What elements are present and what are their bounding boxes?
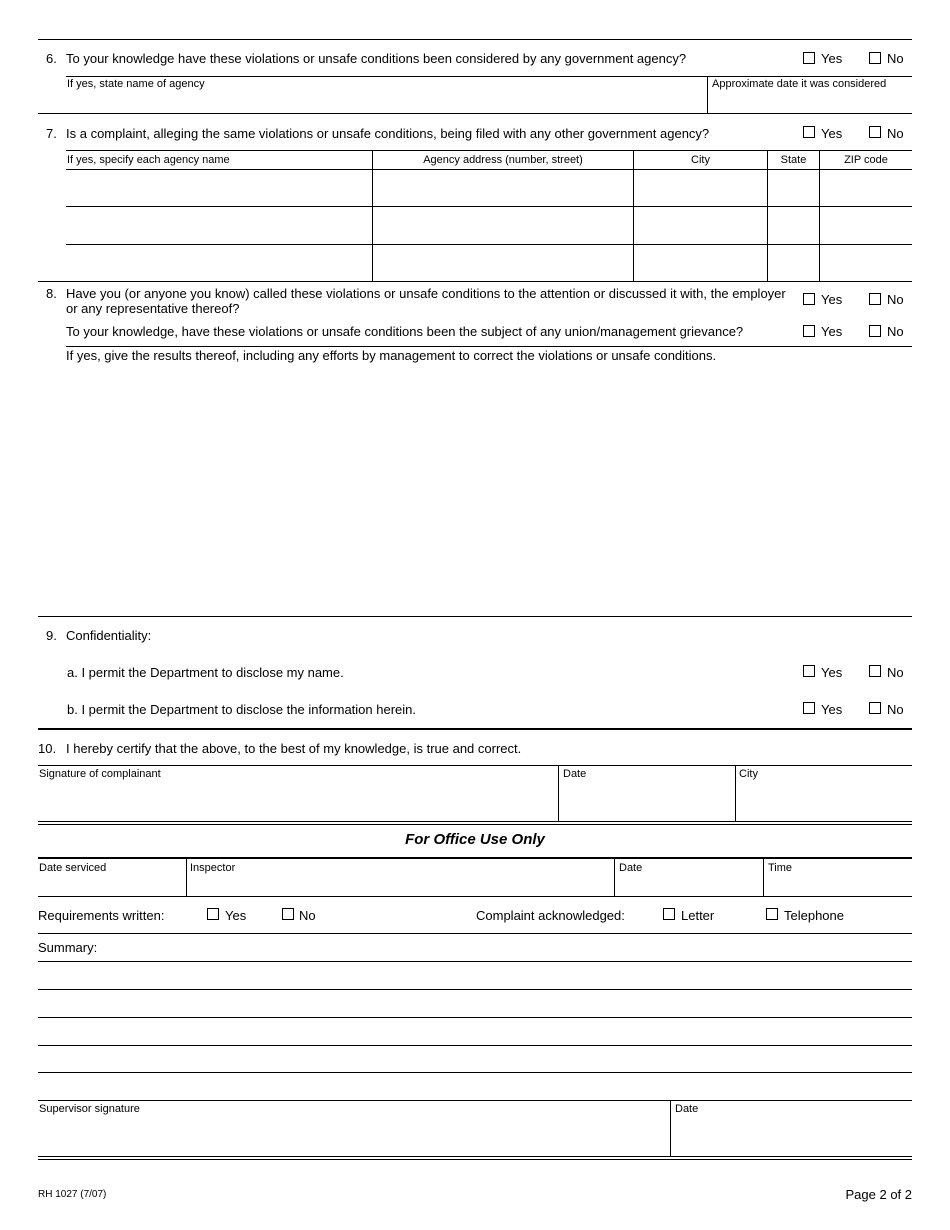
- q8-results-label: If yes, give the results thereof, including any efforts by management to correct the violations or unsafe conditions.: [66, 348, 717, 363]
- office-date-field[interactable]: [615, 859, 763, 896]
- q7-table-top-rule: [66, 150, 912, 151]
- office-time-label: Time: [768, 862, 793, 874]
- q9-bottom-rule: [38, 728, 912, 730]
- q9a-no-label: No: [887, 665, 904, 680]
- q10-statement: I hereby certify that the above, to the best of my knowledge, is true and correct.: [66, 741, 522, 756]
- signature-complainant-label: Signature of complainant: [39, 768, 161, 780]
- q7-no-checkbox[interactable]: [869, 126, 881, 138]
- q10-date-label: Date: [563, 768, 587, 780]
- q9-heading: Confidentiality:: [66, 628, 152, 643]
- ack-letter-checkbox[interactable]: [663, 908, 675, 920]
- q8-question-line2: or any representative thereof?: [66, 301, 240, 316]
- ack-telephone-checkbox[interactable]: [766, 908, 778, 920]
- q8-question-line1: Have you (or anyone you know) called these violations or unsafe conditions to the attention or discussed it with, the employer: [66, 286, 786, 301]
- q7-number: 7.: [46, 126, 57, 141]
- requirements-written-label: Requirements written:: [38, 908, 165, 923]
- q7-yes-label: Yes: [821, 126, 843, 141]
- supervisor-date-field[interactable]: [671, 1101, 912, 1156]
- q7-col-zip: ZIP code: [844, 154, 888, 166]
- summary-line: [38, 1045, 912, 1046]
- q8-no-label: No: [887, 292, 904, 307]
- q7-table-row[interactable]: [66, 170, 912, 206]
- q8-grievance-no-label: No: [887, 324, 904, 339]
- q10-city-label: City: [739, 768, 758, 780]
- q8-grievance-no-checkbox[interactable]: [869, 325, 881, 337]
- q6-yes-label: Yes: [821, 51, 843, 66]
- q7-col-agency-name: If yes, specify each agency name: [67, 154, 230, 166]
- office-row-rule: [38, 896, 912, 897]
- office-use-title: For Office Use Only: [405, 831, 545, 848]
- q6-yes-checkbox[interactable]: [803, 52, 815, 64]
- q9b-no-label: No: [887, 702, 904, 717]
- q10-date-field[interactable]: [559, 766, 735, 821]
- double-rule-bottom: [38, 824, 912, 825]
- requirements-no-label: No: [299, 908, 316, 923]
- signature-complainant-field[interactable]: [38, 766, 558, 821]
- q8-grievance-yes-label: Yes: [821, 324, 843, 339]
- q9b-yes-label: Yes: [821, 702, 843, 717]
- q10-number: 10.: [38, 741, 57, 756]
- q9a-no-checkbox[interactable]: [869, 665, 881, 677]
- top-rule: [38, 39, 912, 40]
- office-time-field[interactable]: [764, 859, 912, 896]
- double-rule-top: [38, 1156, 912, 1157]
- requirements-yes-label: Yes: [225, 908, 247, 923]
- q7-col-address: Agency address (number, street): [423, 154, 583, 166]
- q7-table-row[interactable]: [66, 207, 912, 244]
- inspector-field[interactable]: [187, 859, 614, 896]
- q9a-statement: a. I permit the Department to disclose my name.: [67, 665, 344, 680]
- summary-line: [38, 1017, 912, 1018]
- ack-letter-label: Letter: [681, 908, 715, 923]
- q7-no-label: No: [887, 126, 904, 141]
- complaint-acknowledged-label: Complaint acknowledged:: [476, 908, 625, 923]
- summary-line: [38, 1072, 912, 1073]
- q9-number: 9.: [46, 628, 57, 643]
- q9a-yes-label: Yes: [821, 665, 843, 680]
- q7-question: Is a complaint, alleging the same violations or unsafe conditions, being filed with any other government agency?: [66, 126, 710, 141]
- office-date-label: Date: [619, 862, 643, 874]
- q8-grievance-yes-checkbox[interactable]: [803, 325, 815, 337]
- double-rule-top: [38, 821, 912, 822]
- requirements-no-checkbox[interactable]: [282, 908, 294, 920]
- q7-col-city: City: [691, 154, 710, 166]
- q6-bottom-rule: [38, 113, 912, 114]
- q6-agency-name-label: If yes, state name of agency: [67, 78, 205, 90]
- q6-date-label: Approximate date it was considered: [712, 78, 887, 90]
- summary-line: [38, 961, 912, 962]
- q8-no-checkbox[interactable]: [869, 293, 881, 305]
- q8-bottom-rule: [38, 616, 912, 617]
- q7-col-state: State: [780, 154, 807, 166]
- q7-yes-checkbox[interactable]: [803, 126, 815, 138]
- form-id: RH 1027 (7/07): [38, 1189, 107, 1200]
- q6-number: 6.: [46, 51, 57, 66]
- q9b-yes-checkbox[interactable]: [803, 702, 815, 714]
- q10-city-field[interactable]: [736, 766, 912, 821]
- supervisor-signature-label: Supervisor signature: [39, 1103, 140, 1115]
- q6-no-checkbox[interactable]: [869, 52, 881, 64]
- q7-bottom-rule: [38, 281, 912, 282]
- date-serviced-field[interactable]: [38, 859, 186, 896]
- q9a-yes-checkbox[interactable]: [803, 665, 815, 677]
- supervisor-date-label: Date: [675, 1103, 699, 1115]
- q8-results-rule: [66, 346, 912, 347]
- q8-yes-label: Yes: [821, 292, 843, 307]
- inspector-label: Inspector: [190, 862, 236, 874]
- q6-question: To your knowledge have these violations or unsafe conditions been considered by any government agency?: [66, 51, 687, 66]
- supervisor-signature-field[interactable]: [38, 1101, 670, 1156]
- q9b-statement: b. I permit the Department to disclose the information herein.: [67, 702, 417, 717]
- q6-no-label: No: [887, 51, 904, 66]
- summary-label: Summary:: [38, 940, 98, 955]
- q6-agency-name-field[interactable]: [66, 77, 707, 112]
- q8-grievance-question: To your knowledge, have these violations or unsafe conditions been the subject of any union/management grievance?: [66, 324, 744, 339]
- double-rule-bottom: [38, 1159, 912, 1160]
- date-serviced-label: Date serviced: [39, 862, 107, 874]
- requirements-yes-checkbox[interactable]: [207, 908, 219, 920]
- page-number: Page 2 of 2: [845, 1187, 912, 1202]
- q9b-no-checkbox[interactable]: [869, 702, 881, 714]
- q8-number: 8.: [46, 286, 57, 301]
- summary-line: [38, 989, 912, 990]
- q6-date-field[interactable]: [708, 77, 912, 112]
- q8-results-field[interactable]: [66, 364, 912, 614]
- q7-table-row[interactable]: [66, 245, 912, 281]
- ack-telephone-label: Telephone: [784, 908, 844, 923]
- q8-yes-checkbox[interactable]: [803, 293, 815, 305]
